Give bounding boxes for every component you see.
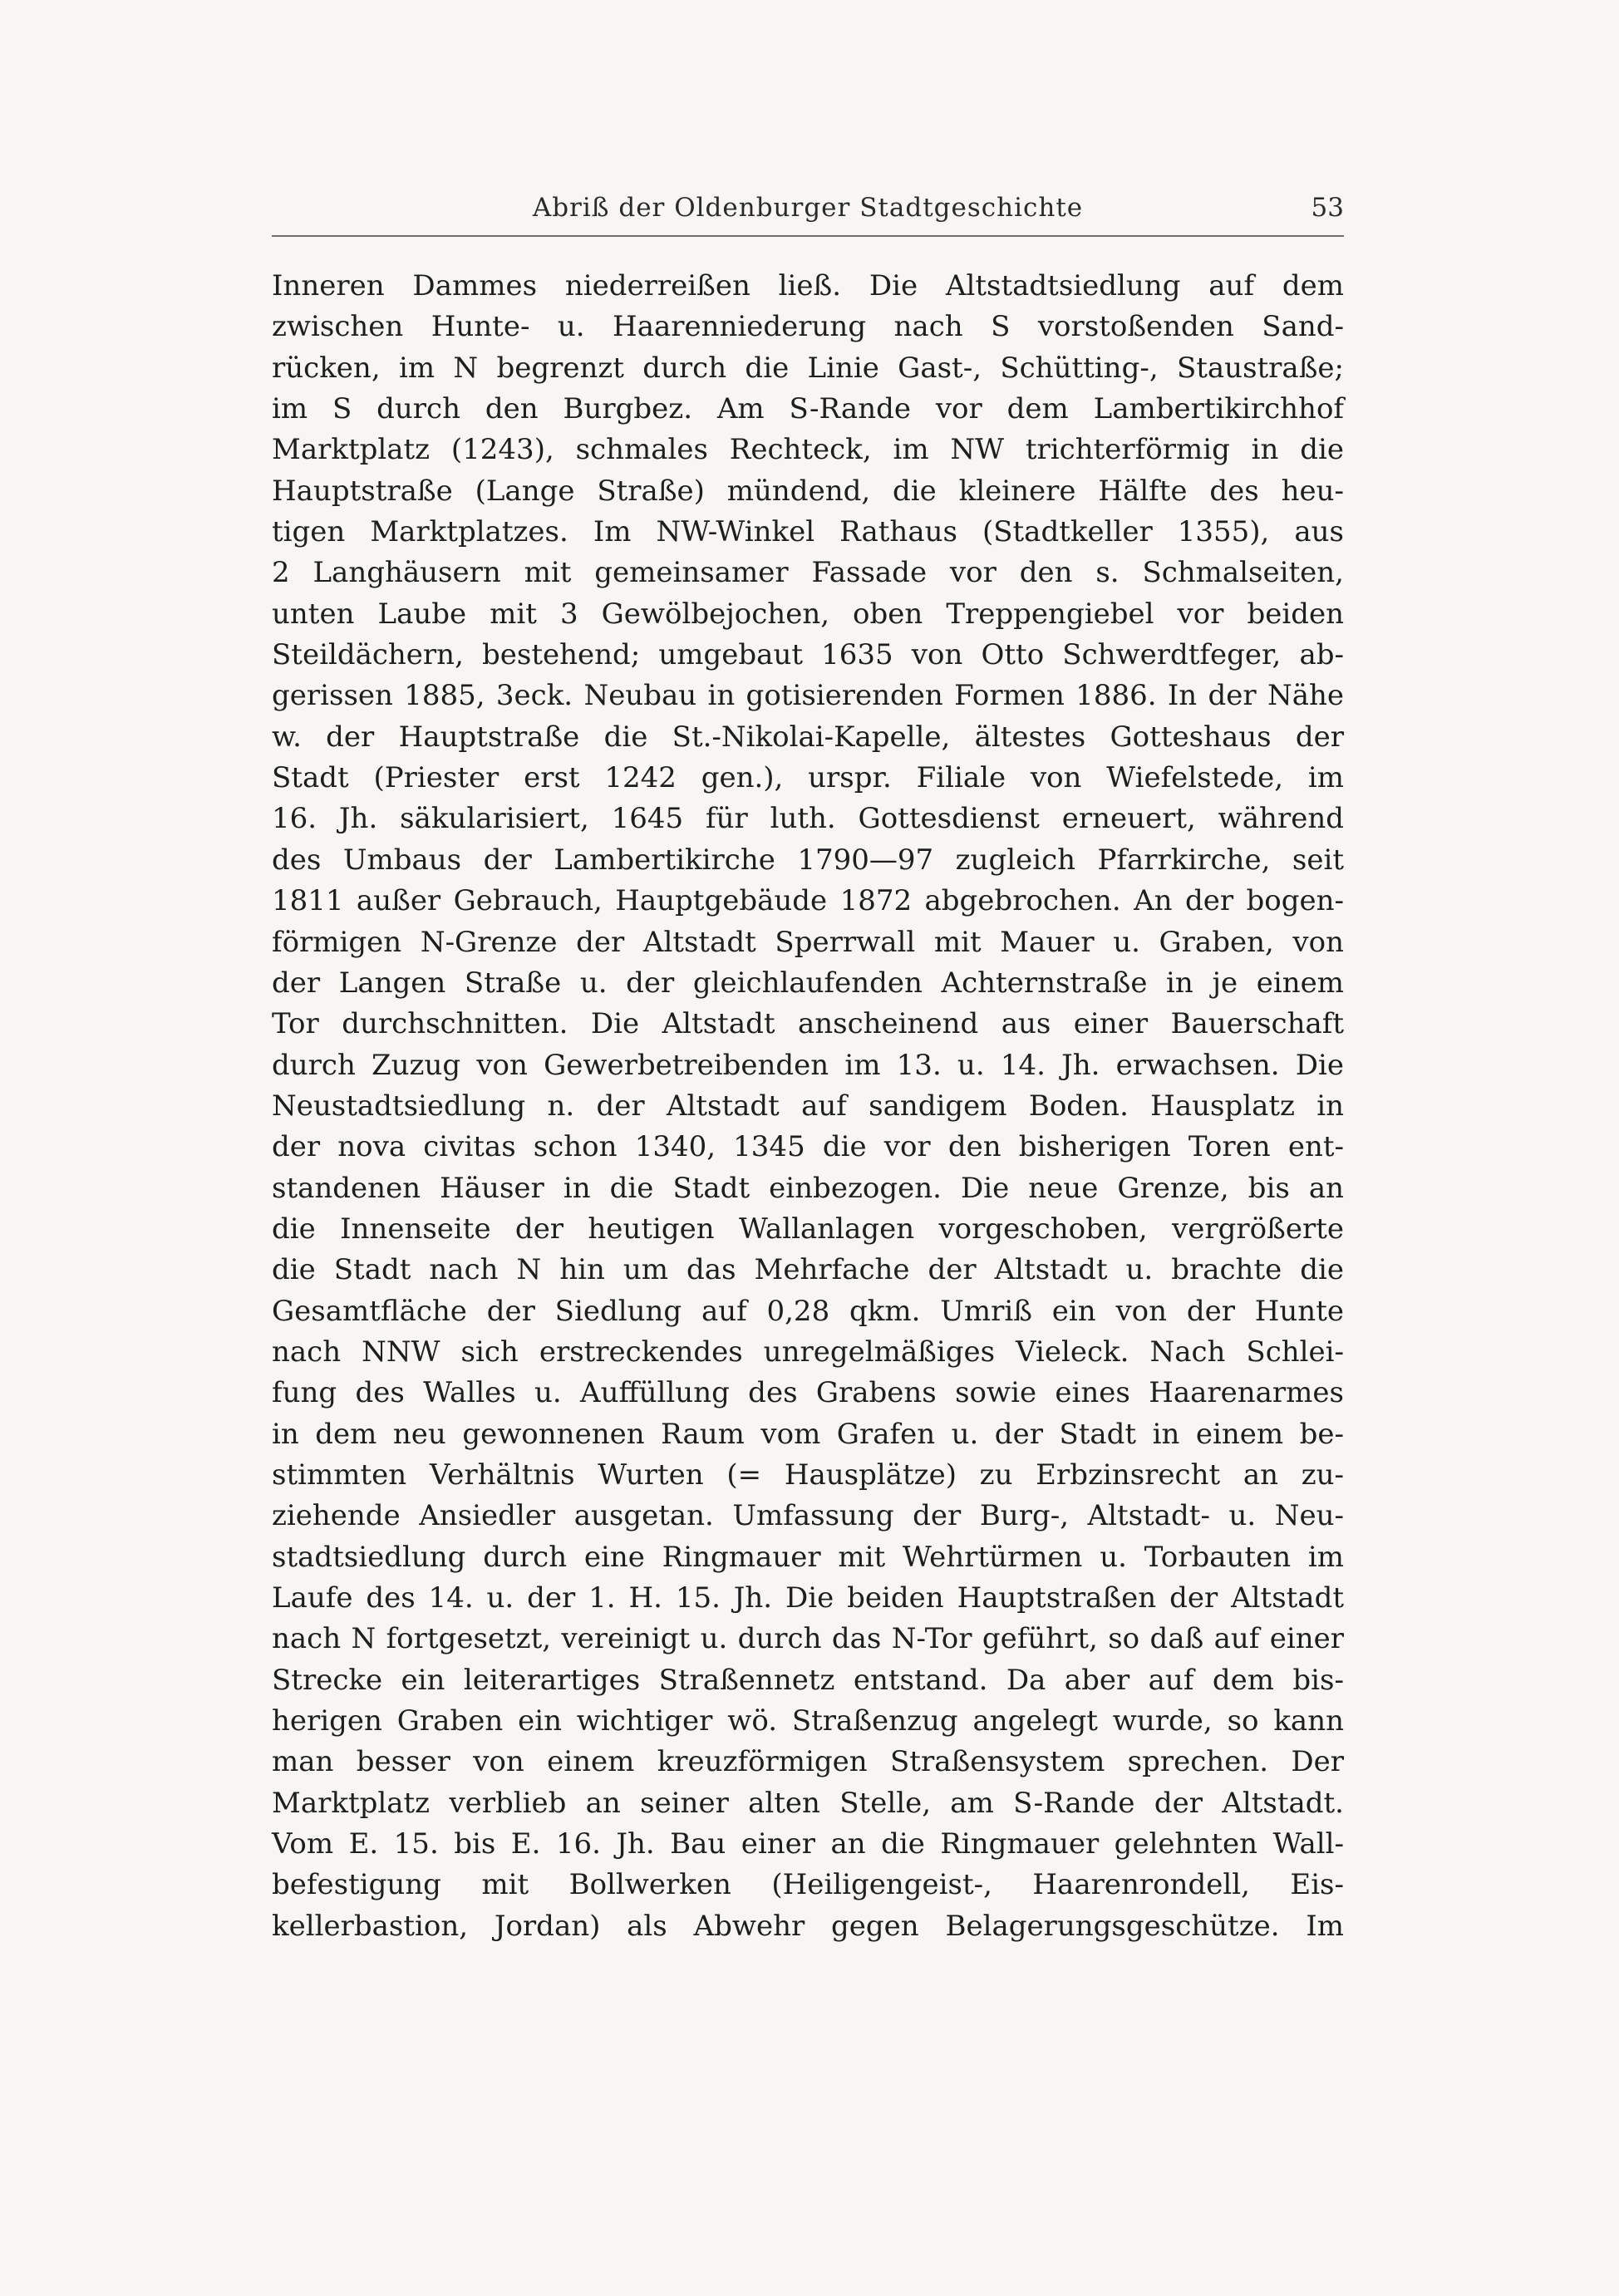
text-line: Marktplatz (1243), schmales Rechteck, im NW trichterförmig in die [272,433,1344,467]
text-line: Gesamtfläche der Siedlung auf 0,28 qkm. Umriß ein von der Hunte [272,1294,1344,1328]
text-line: der Langen Straße u. der gleichlaufenden Achternstraße in je einem [272,966,1344,1000]
text-line: Laufe des 14. u. der 1. H. 15. Jh. Die beiden Hauptstraßen der Altstadt [272,1581,1344,1615]
text-line: der nova civitas schon 1340, 1345 die vor den bisherigen Toren ent- [272,1130,1344,1164]
text-line: kellerbastion, Jordan) als Abwehr gegen Belagerungsgeschütze. Im [272,1909,1344,1943]
text-line: des Umbaus der Lambertikirche 1790—97 zugleich Pfarrkirche, seit [272,843,1344,877]
text-line: 2 Langhäusern mit gemeinsamer Fassade vor den s. Schmalseiten, [272,556,1344,590]
text-line: die Innenseite der heutigen Wallanlagen vorgeschoben, vergrößerte [272,1212,1344,1246]
text-line: befestigung mit Bollwerken (Heiligengeist-, Haarenrondell, Eis- [272,1868,1344,1902]
text-line: Stadt (Priester erst 1242 gen.), urspr. Filiale von Wiefelstede, im [272,761,1344,795]
text-line: ziehende Ansiedler ausgetan. Umfassung der Burg-, Altstadt- u. Neu- [272,1499,1344,1533]
text-line: gerissen 1885, 3eck. Neubau in gotisierenden Formen 1886. In der Nähe [272,679,1344,713]
text-line: Vom E. 15. bis E. 16. Jh. Bau einer an die Ringmauer gelehnten Wall- [272,1827,1344,1861]
text-line: stadtsiedlung durch eine Ringmauer mit Wehrtürmen u. Torbauten im [272,1540,1344,1574]
text-line: herigen Graben ein wichtiger wö. Straßenzug angelegt wurde, so kann [272,1704,1344,1738]
text-line: Steildächern, bestehend; umgebaut 1635 von Otto Schwerdtfeger, ab- [272,638,1344,672]
body-text [272,266,1344,1947]
text-line: tigen Marktplatzes. Im NW-Winkel Rathaus (Stadtkeller 1355), aus [272,515,1344,549]
text-line: stimmten Verhältnis Wurten (= Hausplätze) zu Erbzinsrecht an zu- [272,1458,1344,1492]
text-line: nach NNW sich erstreckendes unregelmäßiges Vieleck. Nach Schlei- [272,1335,1344,1369]
text-line: förmigen N-Grenze der Altstadt Sperrwall mit Mauer u. Graben, von [272,925,1344,959]
running-head [272,188,1344,234]
text-line: standenen Häuser in die Stadt einbezogen. Die neue Grenze, bis an [272,1171,1344,1205]
text-line: rücken, im N begrenzt durch die Linie Gast-, Schütting-, Staustraße; [272,351,1344,385]
text-line: w. der Hauptstraße die St.-Nikolai-Kapelle, ältestes Gotteshaus der [272,720,1344,754]
text-line: 16. Jh. säkularisiert, 1645 für luth. Gottesdienst erneuert, während [272,802,1344,836]
text-line: zwischen Hunte- u. Haarenniederung nach S vorstoßenden Sand- [272,310,1344,344]
text-line: Inneren Dammes niederreißen ließ. Die Altstadtsiedlung auf dem [272,269,1344,302]
text-line: nach N fortgesetzt, vereinigt u. durch das N-Tor geführt, so daß auf einer [272,1622,1344,1656]
text-line: in dem neu gewonnenen Raum vom Grafen u. der Stadt in einem be- [272,1417,1344,1451]
text-line: Tor durchschnitten. Die Altstadt anscheinend aus einer Bauerschaft [272,1007,1344,1041]
text-line: Neustadtsiedlung n. der Altstadt auf sandigem Boden. Hausplatz in [272,1089,1344,1123]
text-line: im S durch den Burgbez. Am S-Rande vor dem Lambertikirchhof [272,392,1344,426]
text-line: Hauptstraße (Lange Straße) mündend, die kleinere Hälfte des heu- [272,474,1344,508]
text-line: die Stadt nach N hin um das Mehrfache der Altstadt u. brachte die [272,1253,1344,1287]
text-line: Marktplatz verblieb an seiner alten Stelle, am S-Rande der Altstadt. [272,1786,1344,1820]
text-line: man besser von einem kreuzförmigen Straßensystem sprechen. Der [272,1745,1344,1779]
running-title: Abriß der Oldenburger Stadtgeschichte [532,193,1084,223]
text-line: 1811 außer Gebrauch, Hauptgebäude 1872 abgebrochen. An der bogen- [272,884,1344,918]
text-line: unten Laube mit 3 Gewölbejochen, oben Treppengiebel vor beiden [272,597,1344,631]
header-rule [272,235,1344,237]
text-line: durch Zuzug von Gewerbetreibenden im 13. u. 14. Jh. erwachsen. Die [272,1048,1344,1082]
page-number: 53 [1311,193,1344,223]
text-line: Strecke ein leiterartiges Straßennetz entstand. Da aber auf dem bis- [272,1663,1344,1697]
text-line: fung des Walles u. Auffüllung des Grabens sowie eines Haarenarmes [272,1376,1344,1410]
